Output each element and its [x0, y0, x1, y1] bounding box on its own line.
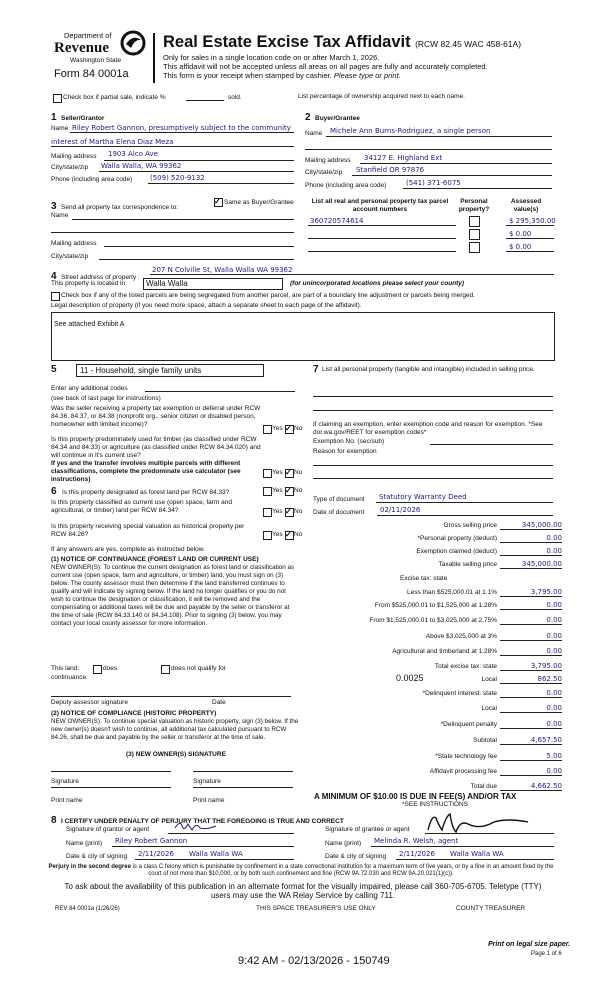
tax-label: Gross selling price — [443, 522, 497, 529]
page-number: Page 1 of 6 — [531, 951, 562, 957]
historic-yes-checkbox[interactable] — [263, 531, 272, 540]
buyer-phone-underline — [403, 188, 552, 189]
exemption-claim-text: If claiming an exemption, enter exemption code and reason for exemption. *See dor.wa.gov/REET for exemption codes* — [313, 421, 543, 436]
legal-paper-note: Print on legal size paper. — [488, 941, 571, 948]
grantee-date-value[interactable]: 2/11/2026 — [399, 850, 435, 858]
buyer-mail-underline — [360, 163, 552, 164]
tax-value[interactable]: 0.00 — [500, 534, 562, 543]
buyer-phone-value[interactable]: (541) 371-6075 — [406, 179, 461, 187]
forest-yes-checkbox[interactable] — [263, 487, 272, 496]
tax-value[interactable]: 0.00 — [500, 632, 562, 641]
tax-label: Total excise tax: state — [434, 663, 497, 670]
grantor-city-value[interactable]: Walla Walla WA — [189, 850, 243, 858]
grantor-date-value[interactable]: 2/11/2026 — [138, 850, 174, 858]
grantee-signature-icon — [424, 810, 534, 834]
tax-label: *Delinquent interest: state — [422, 690, 497, 697]
seller-heading: Seller/Grantor — [61, 115, 105, 122]
grantor-date-underline — [135, 859, 294, 860]
buyer-city-value[interactable]: Stanfield OR 97876 — [356, 166, 425, 174]
tax-value[interactable]: 345,000.00 — [500, 521, 562, 530]
forest-no-label: No — [294, 487, 303, 494]
exemption-no-check-icon: ✓ — [285, 424, 292, 433]
owner-print-2-field[interactable] — [193, 787, 293, 788]
doc-type-underline — [376, 502, 553, 503]
tax-value[interactable]: 3,795.00 — [500, 588, 562, 597]
buyer-heading: Buyer/Grantee — [315, 115, 360, 122]
historic-yes-label: Yes — [272, 531, 283, 538]
located-note: (for unincorporated locations please select your county) — [290, 280, 465, 287]
certify-title: I CERTIFY UNDER PENALTY OF PERJURY THAT THE FOREGOING IS TRUE AND CORRECT — [61, 818, 344, 825]
doc-date-value[interactable]: 02/11/2026 — [380, 506, 421, 514]
tax-row-tier3 — [300, 615, 562, 625]
tax-row-exemption — [310, 546, 562, 556]
tax-label: Above $3,025,000 at 3% — [425, 633, 497, 640]
doc-type-label: Type of document — [313, 496, 365, 503]
owner-sig-1-field[interactable] — [51, 771, 171, 772]
timber-yes-label: Yes — [272, 469, 283, 476]
tax-row-tier4 — [300, 631, 562, 641]
tax-label: *Delinquent penalty — [440, 721, 497, 728]
section-7-number: 7 — [313, 364, 319, 375]
see-back-label: (see back of last page for instructions) — [51, 395, 161, 402]
county-treasurer-label: COUNTY TREASURER — [456, 905, 526, 912]
owner-print-2-label: Print name — [193, 797, 225, 804]
timber-yes-checkbox[interactable] — [263, 469, 272, 478]
historic-no-check-icon: ✓ — [285, 530, 292, 539]
pct-ownership-note: List percentage of ownership acquired next to each name. — [298, 93, 465, 100]
deputy-sig-label: Deputy assessor signature — [51, 699, 128, 706]
use-code-value: 11 - Household, single family units — [80, 366, 202, 375]
perjury-statement — [44, 864, 558, 878]
buyer-city-label: City/state/zip — [305, 169, 343, 176]
tax-row-taxable — [310, 559, 562, 569]
assessed-col-header: Assessed value(s) — [510, 198, 542, 213]
tax-value[interactable]: 4,662.50 — [500, 782, 562, 791]
current-use-yes-label: Yes — [272, 508, 283, 515]
grantee-name-value[interactable]: Melinda R. Welsh, agent — [374, 837, 459, 845]
sec3-mail-field[interactable] — [104, 246, 294, 247]
partial-sale-label: Check box if partial sale, indicate % — [63, 94, 166, 101]
section-6-number: 6 — [51, 486, 57, 497]
tax-row-total-state — [300, 661, 562, 671]
tax-value[interactable]: 5.00 — [500, 752, 562, 761]
section-1-number: 1 — [51, 112, 57, 123]
section-1-heading — [51, 107, 104, 125]
grantee-name-label: Name (print) — [325, 840, 362, 847]
sold-label: sold. — [228, 94, 242, 101]
deputy-sig-field[interactable] — [51, 696, 291, 697]
header-line-3-italic: Please type or print. — [333, 71, 401, 80]
tax-label: From $525,000.01 to $1,525,000 at 1.28% — [374, 602, 497, 609]
seller-city-value[interactable]: Walla Walla, WA 99362 — [101, 162, 182, 170]
perjury-bold: Perjury in the second degree — [48, 864, 131, 870]
buyer-city-underline — [352, 175, 552, 176]
exemption-number-label: Exemption No. (sec/sub) — [313, 438, 385, 445]
personal-prop-checkbox-1[interactable] — [469, 216, 480, 227]
current-use-no-label: No — [294, 508, 303, 515]
same-as-buyer-check-icon: ✓ — [214, 197, 221, 206]
located-value: Walla Walla — [146, 279, 188, 288]
section-2-number: 2 — [305, 112, 311, 123]
assessed-3-underline — [506, 251, 554, 252]
seller-name-line2[interactable]: interest of Martha Elena Diaz Meza — [51, 138, 174, 146]
rev-number: REV 84 0001a (1/26/26) — [55, 906, 120, 912]
grantor-sig-label: Signature of grantor or agent — [66, 826, 150, 833]
dept-text: Department of — [64, 31, 112, 40]
minimum-due-note: A MINIMUM OF $10.00 IS DUE IN FEE(S) AND/OR TAX — [314, 792, 517, 801]
tax-label: Local — [481, 676, 497, 683]
notice-1-title: (1) NOTICE OF CONTINUANCE (FOREST LAND OR CURRENT USE) — [51, 556, 259, 563]
tax-row-delinq-local — [440, 703, 562, 713]
tax-row-personal — [310, 533, 562, 543]
exemption-yes-checkbox[interactable] — [263, 425, 272, 434]
additional-codes-field[interactable] — [145, 391, 295, 392]
current-use-yes-checkbox[interactable] — [263, 508, 272, 517]
personal-prop-checkbox-3[interactable] — [469, 242, 480, 253]
seller-name-label: Name — [51, 125, 69, 132]
tax-label: Exemption claimed (deduct) — [416, 548, 497, 555]
historic-no-label: No — [294, 531, 303, 538]
tax-value[interactable]: 0.00 — [500, 547, 562, 556]
land-does-label: does — [103, 665, 118, 672]
use-code-select[interactable] — [76, 364, 264, 377]
buyer-name2-underline — [305, 149, 552, 150]
section-8-number: 8 — [51, 815, 57, 826]
tax-value[interactable]: 345,000.00 — [500, 560, 562, 569]
tax-row-total-due — [300, 781, 562, 791]
personal-prop-checkbox-2[interactable] — [469, 229, 480, 240]
alt-format-note: To ask about the availability of this publication in an alternate format for the visually impaired, please call 360-705-6705. Teletype (TTY) users may use the WA Relay Service by calling 711. — [64, 882, 542, 900]
recording-stamp: 9:42 AM - 02/13/2026 - 150749 — [238, 955, 390, 967]
street-value[interactable]: 207 N Colville St, Walla Walla WA 99362 — [152, 266, 293, 274]
buyer-name-label: Name — [305, 130, 323, 137]
owner-sig-1-label: Signature — [51, 778, 79, 785]
buyer-name-value[interactable]: Michele Ann Burns-Rodriguez, a single person — [330, 127, 491, 135]
section-2-heading — [305, 107, 360, 125]
sec3-mail-label: Mailing address — [51, 240, 97, 247]
seller-city-underline — [99, 171, 294, 172]
street-underline — [150, 274, 554, 275]
exemption-reason-label: Reason for exemption — [313, 448, 377, 455]
revenue-text: Revenue — [54, 40, 109, 56]
form-number: Form 84 0001a — [54, 68, 129, 80]
sec3-city-field[interactable] — [99, 259, 294, 260]
owner-sig-2-label: Signature — [193, 778, 221, 785]
tax-value[interactable]: 862.50 — [500, 675, 562, 684]
timber-no-check-icon: ✓ — [285, 468, 292, 477]
tax-row-delinq-state — [300, 688, 562, 698]
personal-prop-col-header: Personal property? — [458, 198, 490, 213]
timber-no-label: No — [294, 469, 303, 476]
tax-row-subtotal — [300, 735, 562, 745]
doc-date-label: Date of document — [313, 509, 365, 516]
forest-question: Is this property designated as forest land per RCW 84.33? — [62, 489, 230, 496]
seller-mail-underline — [104, 160, 294, 161]
section-5-number: 5 — [51, 364, 57, 375]
grantor-name-value[interactable]: Riley Robert Gannon — [115, 837, 188, 845]
sec3-city-label: City/state/zip — [51, 253, 89, 260]
historic-question: Is this property receiving special valuation as historical property per RCW 84.26? — [51, 523, 245, 538]
sec3-name-field[interactable] — [72, 219, 294, 220]
tax-label: Taxable selling price — [438, 561, 497, 568]
title-text: Real Estate Excise Tax Affidavit — [163, 33, 411, 51]
tax-row-gross — [310, 520, 562, 530]
tax-row-tier2 — [300, 600, 562, 610]
continuance-label: continuance. — [51, 674, 88, 681]
timber-question-bold: If yes and the transfer involves multiple parcels with different classifications, complete the predominate use calculator (see instructions) — [51, 460, 241, 483]
tax-label: *State technology fee — [435, 753, 497, 760]
section-4-number: 4 — [51, 271, 57, 282]
grantee-city-value[interactable]: Walla Walla WA — [450, 850, 504, 858]
seller-mail-value[interactable]: 1903 Alco Ave — [108, 150, 158, 158]
land-does-not-checkbox[interactable] — [161, 665, 170, 674]
tax-value[interactable]: 0.00 — [500, 601, 562, 610]
exemption-yes-label: Yes — [272, 425, 283, 432]
grantee-sig-label: Signature of grantee or agent — [325, 826, 410, 833]
grantee-date-label: Date & city of signing — [325, 853, 387, 860]
see-instructions-note: *SEE INSTRUCTIONS — [402, 801, 469, 808]
segregated-label: Check box if any of the listed parcels are being segregated from another parcel, are part of a boundary line adjustment or parcels being merged. — [61, 292, 476, 299]
tax-label: *Personal property (deduct) — [417, 535, 497, 542]
grantor-name-underline — [112, 846, 294, 847]
tax-row-tier1 — [300, 587, 562, 597]
treasurer-use-label: THIS SPACE TREASURER'S USE ONLY — [256, 905, 376, 912]
forest-no-check-icon: ✓ — [285, 486, 292, 495]
owner-print-1-field[interactable] — [51, 787, 171, 788]
if-yes-note: If any answers are yes, complete as instructed below. — [51, 546, 205, 553]
seller-city-label: City/state/zip — [51, 164, 89, 171]
tax-label: Affidavit processing fee — [429, 768, 497, 775]
tax-label: Local — [481, 705, 497, 712]
sec3-label: Send all property tax correspondence to: — [61, 204, 179, 211]
header-line-3 — [163, 72, 401, 81]
grantor-signature-icon — [172, 818, 222, 834]
header-line-3-text: This form is your receipt when stamped by cashier. — [163, 71, 332, 80]
tax-value[interactable]: 0.00 — [500, 689, 562, 698]
parcel-3-underline — [308, 251, 456, 252]
legal-desc-label: Legal description of property (if you need more space, attach a separate sheet to each page of the affidavit). — [51, 302, 362, 309]
land-does-not-label: does not qualify for — [171, 665, 226, 672]
tax-value[interactable]: 4,657.50 — [500, 736, 562, 745]
parcel-2-underline — [308, 238, 456, 239]
exemption-reason-field-2[interactable] — [313, 478, 553, 479]
timber-question: Is this property predominately used for timber (as classified under RCW 84.34 and 84.33) or agriculture (as classified under RCW 84.34.020) and will continue in it's current use? — [51, 436, 261, 459]
tax-excise-state-header: Excise tax: state — [400, 575, 448, 582]
grantee-name-underline — [371, 846, 554, 847]
deputy-date-label: Date — [212, 699, 226, 706]
personal-property-label: List all personal property (tangible and intangible) included in selling price. — [322, 366, 535, 373]
tax-label: Less than $525,000.01 at 1.1% — [407, 589, 497, 596]
perjury-text-rest: is a class C felony which is punishable by confinement in a state correctional institution for a maximum term of five years, or by a fine in an amount fixed by the court of not more than $10,000, or by both such confinement and fine (RCW 9A.72.030 and RCW 9A.20.021(1)(c)). — [132, 864, 554, 877]
notice-2-title: (2) NOTICE OF COMPLIANCE (HISTORIC PROPERTY) — [51, 710, 217, 717]
assessed-2-underline — [506, 238, 554, 239]
assessed-value-3[interactable]: $ 0.00 — [509, 243, 532, 251]
doc-type-value[interactable]: Statutory Warranty Deed — [379, 493, 467, 501]
same-as-buyer-label: Same as Buyer/Grantee — [224, 199, 294, 206]
tax-label: Total due — [470, 783, 497, 790]
tax-label: Agricultural and timberland at 1.28% — [392, 648, 497, 655]
header-line-1: Only for sales in a single location code on or after March 1, 2026. — [163, 53, 380, 62]
tax-row-delinq-penalty — [300, 719, 562, 729]
notice-2-text: NEW OWNER(S): To continue special valuation as historic property, sign (3) below. If the new owner(s) doesn't wish to continue, all additional tax calculated pursuant to RCW 84.26, shall be due and payable by the seller or transferor at the time of sale. — [51, 718, 299, 741]
exemption-reason-field-1[interactable] — [313, 465, 553, 466]
additional-codes-label: Enter any additional codes — [51, 385, 128, 392]
parcel-1-underline — [308, 225, 456, 226]
located-select[interactable] — [143, 278, 283, 290]
personal-property-field-2[interactable] — [313, 410, 553, 411]
seller-phone-value[interactable]: (509) 520-9132 — [150, 174, 205, 182]
exemption-no-label: No — [294, 425, 303, 432]
state-text: Washington State — [70, 57, 122, 64]
current-use-no-check-icon: ✓ — [285, 507, 292, 516]
partial-pct-field[interactable] — [186, 100, 224, 101]
tax-label: From $1,525,000.01 to $3,025,000 at 2.75% — [369, 617, 497, 624]
seller-mail-label: Mailing address — [51, 153, 97, 160]
header-line-2: This affidavit will not be accepted unless all areas on all pages are fully and accurately completed. — [163, 62, 488, 71]
seller-name-line1[interactable]: Riley Robert Gannon, presumptively subject to the community — [72, 124, 291, 132]
grantor-name-label: Name (print) — [66, 840, 103, 847]
parcel-col-header: List all real and personal property tax parcel account numbers — [311, 198, 449, 213]
dor-logo — [50, 28, 150, 84]
sec3-name2-field — [51, 232, 294, 233]
buyer-phone-label: Phone (including area code) — [305, 182, 387, 189]
located-label: This property is located in — [51, 280, 126, 287]
form-title — [163, 33, 521, 52]
tax-value[interactable]: 0.00 — [500, 720, 562, 729]
owner-sig-2-field[interactable] — [193, 771, 293, 772]
tax-value[interactable]: 3,795.00 — [500, 662, 562, 671]
section-3-number: 3 — [51, 201, 57, 212]
assessed-value-2[interactable]: $ 0.00 — [509, 230, 532, 238]
legal-desc-value: See attached Exhibit A — [54, 321, 125, 328]
current-use-question: Is this property classified as current use (open space, farm and agricultural, or timber) land per RCW 84.34? — [51, 499, 233, 514]
tax-row-agri — [300, 646, 562, 656]
grantor-date-label: Date & city of signing — [66, 853, 128, 860]
seller-phone-underline — [148, 183, 294, 184]
header-divider — [153, 33, 155, 83]
assessed-value-1[interactable]: $ 295,350.00 — [509, 217, 556, 225]
seller-name2-underline — [51, 146, 294, 147]
segregated-checkbox[interactable] — [51, 292, 60, 301]
buyer-mail-value[interactable]: 34127 E. Highland Ext — [364, 154, 443, 162]
tax-row-affidavit-fee — [300, 766, 562, 776]
grantee-date-underline — [396, 859, 554, 860]
tax-value[interactable]: 0.00 — [500, 616, 562, 625]
owner-print-1-label: Print name — [51, 797, 83, 804]
exemption-number-field[interactable] — [430, 444, 553, 445]
tax-label: Subtotal — [473, 737, 497, 744]
assessed-1-underline — [506, 225, 554, 226]
exemption-question: Was the seller receiving a property tax exemption or deferral under RCW 84.36, 84.37, or 84.38 (nonprofit org., senior citizen or disabled person, homeowner with limited income)? — [51, 405, 261, 428]
dor-logo-mark-icon — [120, 30, 146, 56]
tax-row-local — [440, 674, 562, 684]
street-label: Street address of property — [61, 274, 137, 281]
forest-yes-label: Yes — [272, 487, 283, 494]
land-does-checkbox[interactable] — [93, 665, 102, 674]
legal-desc-box[interactable] — [51, 312, 555, 361]
this-land-label: This land: — [51, 665, 80, 672]
buyer-name-underline — [326, 136, 552, 137]
doc-date-underline — [377, 515, 553, 516]
tax-row-tech-fee — [300, 751, 562, 761]
notice-3-title: (3) NEW OWNER(S) SIGNATURE — [126, 751, 226, 758]
partial-sale-checkbox[interactable] — [53, 94, 62, 103]
parcel-number-1[interactable]: 360720574614 — [310, 217, 364, 225]
tax-value[interactable]: 0.00 — [500, 767, 562, 776]
seller-name-underline — [70, 132, 294, 133]
personal-property-field-1[interactable] — [313, 396, 553, 397]
section-3-heading — [51, 196, 178, 214]
tax-value[interactable]: 0.00 — [500, 704, 562, 713]
buyer-mail-label: Mailing address — [305, 157, 351, 164]
notice-1-text: NEW OWNER(S): To continue the current designation as forest land or classification as current use (open space, farm and agriculture, or timber) land, you must sign on (3) below. The county assessor must then determine if the land transferred continues to qualify and will indicate by signing below. If the land no longer qualifies or you do not wish to continue the designation or classification, it will be removed and the compensating or additional taxes will be due and payable by the seller or transferor at the time of sale (RCW 84.33.140 or 84.34.108). Prior to signing (3) below, you may contact your local county assessor for more information. — [51, 564, 295, 627]
seller-phone-label: Phone (including area code) — [51, 176, 133, 183]
local-rate: 0.0025 — [396, 673, 424, 683]
sec3-name-label: Name — [51, 212, 69, 219]
tax-value[interactable]: 0.00 — [500, 647, 562, 656]
rcw-text: (RCW 82.45 WAC 458-61A) — [415, 39, 522, 49]
